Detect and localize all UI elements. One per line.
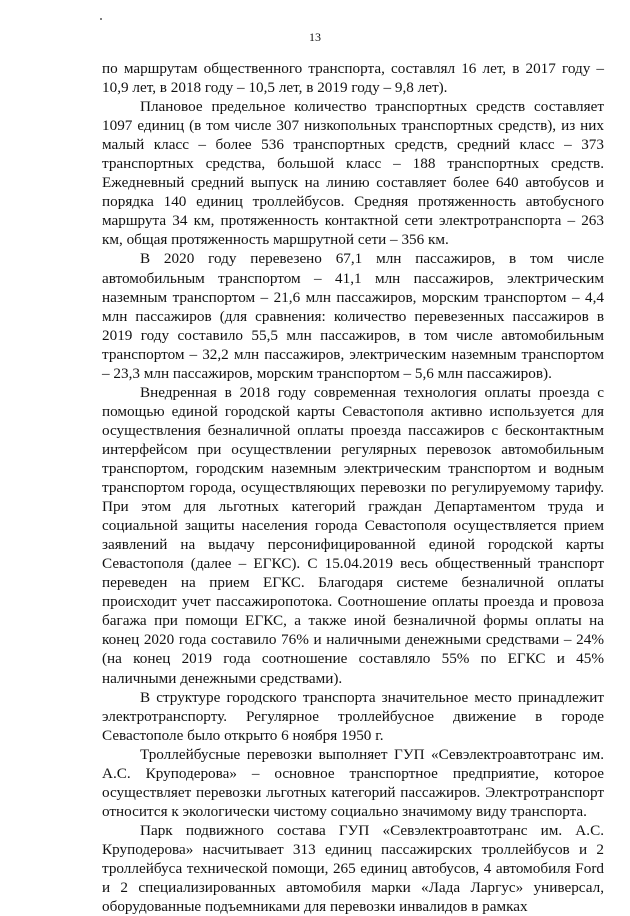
page-number: 13 <box>309 30 321 44</box>
paragraph-fleet: Парк подвижного состава ГУП «Севэлектроавтотранс им. А.С. Круподерова» насчитывает 313 единиц пассажирских троллейбусов и 2 троллейбуса технической помощи, 265 единиц автобусов, 4 автомобиля Ford и 2 специализированных автомобиля марки «Лада Ларгус» универсал, оборудованные подъемниками для перевозки инвалидов в рамках <box>102 821 604 916</box>
scan-speck <box>100 18 102 20</box>
paragraph-continuation: по маршрутам общественного транспорта, составлял 16 лет, в 2017 году – 10,9 лет, в 2018 году – 10,5 лет, в 2019 году – 9,8 лет). <box>102 60 604 97</box>
paragraph-trolleybus-operator: Троллейбусные перевозки выполняет ГУП «Севэлектроавтотранс им. А.С. Круподерова» – основное транспортное предприятие, которое осуществляет перевозки льготных категорий пассажиров. Электротранспорт относится к экологически чистому социально значимому виду транспорта. <box>102 745 604 820</box>
paragraph-electrotransport: В структуре городского транспорта значительное место принадлежит электротранспорту. Регулярное троллейбусное движение в городе Севастополе было открыто 6 ноября 1950 г. <box>102 688 604 744</box>
paragraph-payment-card: Внедренная в 2018 году современная технология оплаты проезда с помощью единой городской карты Севастополя активно используется для осуществления безналичной оплаты проезда пассажиров с бесконтактным интерфейсом при осуществлении регулярных перевозок автомобильным транспортом, городским наземным электрическим транспортом и водным транспортом города, осуществляющих перевозки по регулируемому тарифу. При этом для льготных категорий граждан Департаментом труда и социальной защиты населения города Севастополя осуществляется прием заявлений на выдачу персонифицированной единой городской карты Севастополя (далее – ЕГКС). С 15.04.2019 весь общественный транспорт переведен на прием ЕГКС. Благодаря системе безналичной оплаты происходит учет пассажиропотока. Соотношение оплаты проезда и провоза багажа при помощи ЕГКС, а также иной безналичной формы оплаты на конец 2020 года составило 76% и наличными денежными средствами – 24% (на конец 2019 года соотношение составляло 55% по ЕГКС и 45% наличными денежными средствами). <box>102 383 604 687</box>
paragraph-vehicle-capacity: Плановое предельное количество транспортных средств составляет 1097 единиц (в том числе 307 низкопольных транспортных средств), из них малый класс – более 536 транспортных средств, средний класс – 373 транспортных средства, большой класс – 188 транспортных средств. Ежедневный средний выпуск на линию составляет более 640 автобусов и порядка 140 единиц троллейбусов. Средняя протяженность автобусного маршрута 34 км, протяженность контактной сети электротранспорта – 263 км, общая протяженность маршрутной сети – 356 км. <box>102 98 604 249</box>
paragraph-passengers-2020: В 2020 году перевезено 67,1 млн пассажиров, в том числе автомобильным транспортом – 41,1 млн пассажиров, электрическим наземным транспортом – 21,6 млн пассажиров, морским транспортом – 4,4 млн пассажиров (для сравнения: количество перевезенных пассажиров в 2019 году составило 55,5 млн пассажиров, в том числе автомобильным транспортом – 32,2 млн пассажиров, электрическим наземным транспортом – 23,3 млн пассажиров, морским транспортом – 5,6 млн пассажиров). <box>102 250 604 382</box>
document-body <box>102 59 604 916</box>
